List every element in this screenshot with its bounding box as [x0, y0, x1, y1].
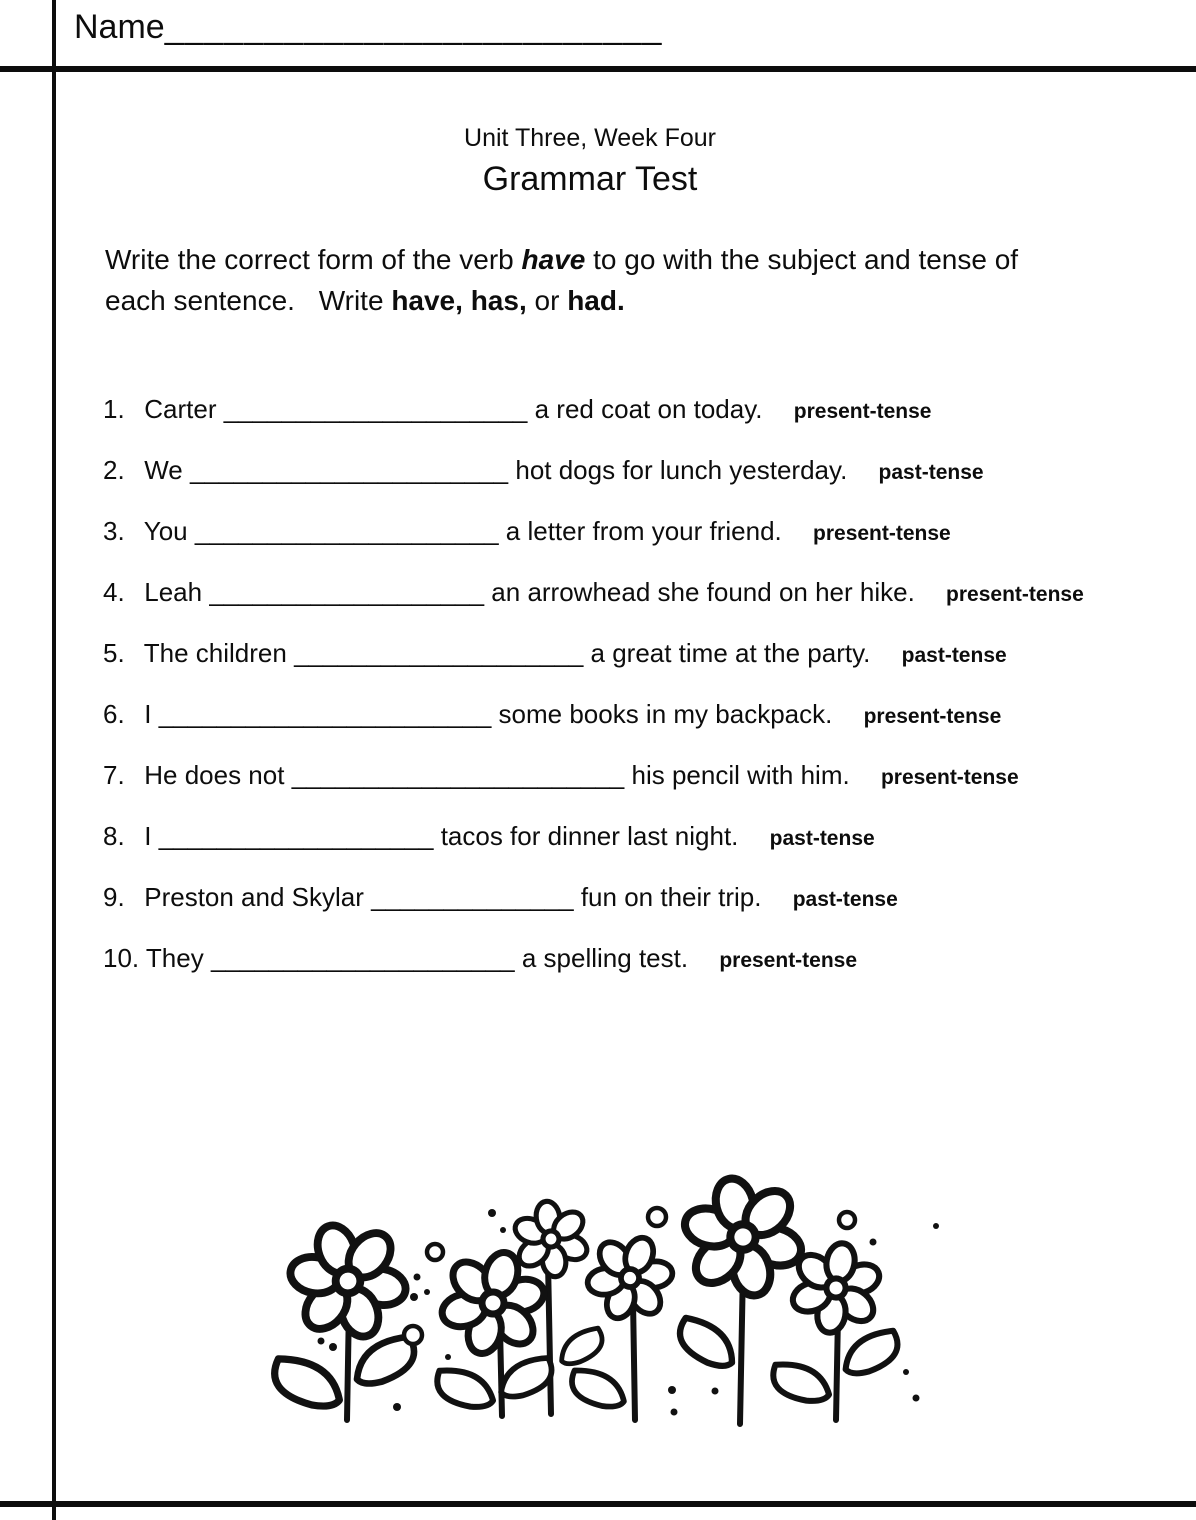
instruction-text: or	[534, 285, 560, 316]
instruction-text: each sentence.	[105, 285, 295, 316]
tense-label: present-tense	[946, 583, 1084, 606]
answer-blank[interactable]: _____________________	[194, 516, 499, 546]
option-has: has,	[470, 285, 527, 316]
flowers-illustration	[258, 1158, 942, 1462]
answer-blank[interactable]: ______________________	[190, 455, 509, 485]
question-row	[103, 579, 1178, 608]
question-row	[103, 518, 1178, 547]
question-row	[103, 762, 1178, 791]
question-subject: You	[143, 516, 188, 546]
instructions	[105, 239, 1140, 321]
question-predicate: an arrowhead she found on her hike.	[491, 577, 915, 607]
question-subject: The children	[143, 638, 287, 668]
question-predicate: his pencil with him.	[631, 760, 850, 790]
question-subject: They	[145, 943, 204, 973]
question-number: 1.	[103, 394, 125, 424]
question-subject: I	[144, 699, 152, 729]
tense-label: past-tense	[769, 827, 875, 850]
tense-label: present-tense	[719, 949, 858, 972]
verb-have-italic: have	[521, 244, 586, 275]
question-predicate: tacos for dinner last night.	[440, 821, 739, 851]
name-row	[74, 8, 662, 47]
question-row	[103, 457, 1178, 486]
question-subject: We	[144, 455, 183, 485]
answer-blank[interactable]: _______________________	[158, 699, 492, 729]
tense-label: present-tense	[813, 522, 951, 545]
question-number: 9.	[103, 882, 125, 912]
question-number: 7.	[103, 760, 125, 790]
question-list	[103, 396, 1178, 1006]
tense-label: past-tense	[901, 644, 1007, 667]
title-block	[60, 124, 1120, 199]
top-rule	[0, 66, 1196, 72]
question-subject: Leah	[144, 577, 203, 607]
question-row	[103, 396, 1178, 425]
question-predicate: fun on their trip.	[580, 882, 762, 912]
instruction-text: to go with the subject and tense of	[593, 244, 1019, 275]
question-subject: Carter	[144, 394, 217, 424]
question-predicate: a great time at the party.	[590, 638, 871, 668]
instruction-text: Write	[318, 285, 384, 316]
unit-week-title: Unit Three, Week Four	[464, 124, 716, 152]
question-number: 10.	[103, 943, 140, 973]
question-row	[103, 945, 1178, 974]
question-row	[103, 701, 1178, 730]
question-predicate: a red coat on today.	[534, 394, 763, 424]
tense-label: past-tense	[792, 888, 898, 911]
tense-label: present-tense	[863, 705, 1002, 728]
question-predicate: hot dogs for lunch yesterday.	[515, 455, 848, 485]
question-row	[103, 640, 1178, 669]
question-subject: He does not	[144, 760, 285, 790]
tense-label: past-tense	[878, 461, 984, 484]
answer-blank[interactable]: ______________	[371, 882, 574, 912]
question-number: 4.	[103, 577, 125, 607]
question-number: 5.	[103, 638, 125, 668]
question-predicate: a spelling test.	[521, 943, 689, 973]
tense-label: present-tense	[793, 400, 932, 423]
tense-label: present-tense	[880, 766, 1019, 789]
left-margin-rule	[52, 0, 56, 1520]
option-had: had.	[567, 285, 625, 316]
answer-blank[interactable]: _______________________	[291, 760, 625, 790]
option-have: have,	[391, 285, 463, 316]
question-row	[103, 884, 1178, 913]
question-predicate: a letter from your friend.	[505, 516, 782, 546]
question-predicate: some books in my backpack.	[498, 699, 833, 729]
answer-blank[interactable]: _____________________	[223, 394, 528, 424]
question-number: 3.	[103, 516, 125, 546]
page-title: Grammar Test	[482, 160, 698, 198]
question-row	[103, 823, 1178, 852]
answer-blank[interactable]: _____________________	[210, 943, 515, 973]
name-blank[interactable]: _________________________	[164, 8, 663, 46]
answer-blank[interactable]: ____________________	[294, 638, 584, 668]
question-subject: Preston and Skylar	[144, 882, 364, 912]
name-label: Name	[74, 8, 165, 46]
answer-blank[interactable]: ___________________	[158, 821, 434, 851]
question-number: 2.	[103, 455, 125, 485]
answer-blank[interactable]: ___________________	[209, 577, 485, 607]
instruction-text: Write the correct form of the verb	[105, 244, 514, 275]
question-number: 8.	[103, 821, 125, 851]
question-number: 6.	[103, 699, 125, 729]
question-subject: I	[144, 821, 152, 851]
bottom-rule	[0, 1501, 1196, 1507]
